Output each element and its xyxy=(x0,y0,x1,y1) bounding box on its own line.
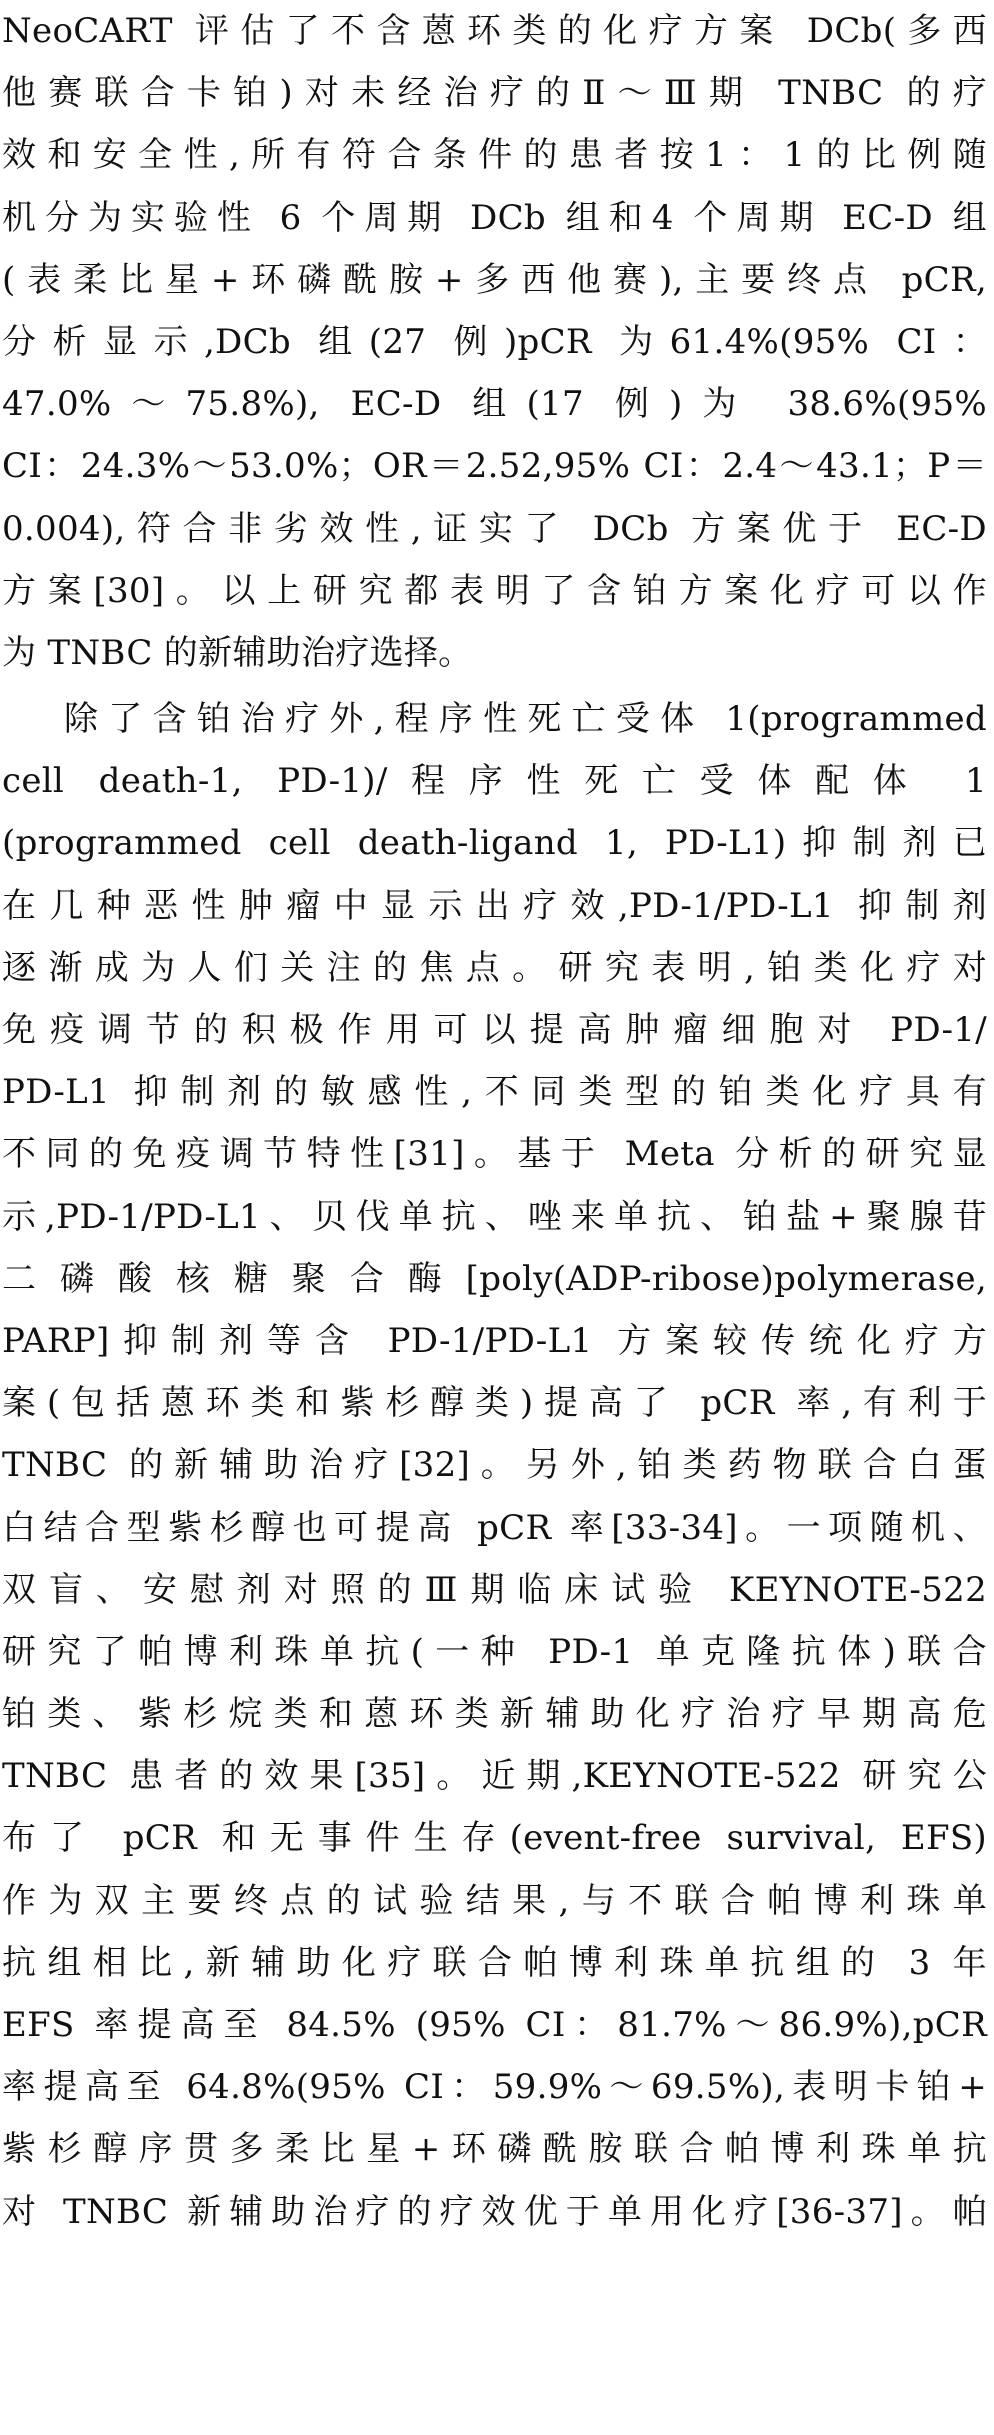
text-line: 示,PD-1/PD-L1、贝伐单抗、唑来单抗、铂盐+聚腺苷 xyxy=(2,1196,987,1237)
text-line: 效和安全性,所有符合条件的患者按1：1的比例随 xyxy=(2,135,987,176)
paragraph-neocart xyxy=(2,0,987,684)
text-line: 逐渐成为人们关注的焦点。研究表明,铂类化疗对 xyxy=(2,947,987,988)
text-line: 为 TNBC 的新辅助治疗选择。 xyxy=(2,632,473,673)
text-line: (表柔比星+环磷酰胺+多西他赛),主要终点 pCR, xyxy=(2,259,987,300)
body-text xyxy=(2,0,987,2243)
paragraph-pd1 xyxy=(2,688,987,2243)
text-line: 在几种恶性肿瘤中显示出疗效,PD-1/PD-L1 抑制剂 xyxy=(2,885,987,926)
text-line: EFS 率提高至 84.5% (95% CI：81.7%～86.9%),pCR xyxy=(2,2005,987,2045)
text-line: 方案[30]。以上研究都表明了含铂方案化疗可以作 xyxy=(2,570,987,611)
text-line: 对 TNBC 新辅助治疗的疗效优于单用化疗[36-37]。帕 xyxy=(2,2191,987,2232)
text-line: 案(包括蒽环类和紫杉醇类)提高了 pCR 率,有利于 xyxy=(2,1383,987,1424)
text-line: 47.0%～75.8%), EC-D 组(17 例)为 38.6%(95% xyxy=(2,384,987,425)
text-line: 0.004),符合非劣效性,证实了 DCb 方案优于 EC-D xyxy=(2,508,987,549)
text-line: NeoCART 评估了不含蒽环类的化疗方案 DCb(多西 xyxy=(2,11,987,51)
text-line: 紫杉醇序贯多柔比星+环磷酰胺联合帕博利珠单抗 xyxy=(2,2129,987,2170)
text-line: 不同的免疫调节特性[31]。基于 Meta 分析的研究显 xyxy=(2,1134,987,1175)
text-line: 抗组相比,新辅助化疗联合帕博利珠单抗组的 3 年 xyxy=(2,1942,987,1983)
text-line: 免疫调节的积极作用可以提高肿瘤细胞对 PD-1/ xyxy=(2,1010,987,1050)
text-line: TNBC 患者的效果[35]。近期,KEYNOTE-522 研究公 xyxy=(2,1756,987,1797)
text-line: 白结合型紫杉醇也可提高 pCR 率[33-34]。一项随机、 xyxy=(2,1507,987,1548)
text-line: TNBC 的新辅助治疗[32]。另外,铂类药物联合白蛋 xyxy=(2,1445,987,1486)
text-line: 铂类、紫杉烷类和蒽环类新辅助化疗治疗早期高危 xyxy=(2,1694,987,1735)
text-line: 布了 pCR 和无事件生存(event-free survival, EFS) xyxy=(2,1818,987,1859)
text-line: PARP]抑制剂等含 PD-1/PD-L1 方案较传统化疗方 xyxy=(2,1320,987,1361)
text-line: 机分为实验性 6 个周期 DCb 组和4 个周期 EC-D 组 xyxy=(2,197,987,238)
text-line: cell death-1, PD-1)/程序性死亡受体配体 1 xyxy=(2,761,987,802)
text-line: 率提高至 64.8%(95% CI：59.9%～69.5%),表明卡铂+ xyxy=(2,2067,987,2108)
text-line: CI：24.3%～53.0%；OR＝2.52,95% CI：2.4～43.1；P＝ xyxy=(2,446,987,487)
text-line: (programmed cell death-ligand 1, PD-L1)抑制剂已 xyxy=(2,823,987,864)
text-line: 双盲、安慰剂对照的Ⅲ期临床试验 KEYNOTE-522 xyxy=(2,1569,987,1610)
text-line: 作为双主要终点的试验结果,与不联合帕博利珠单 xyxy=(2,1880,987,1921)
text-line: PD-L1 抑制剂的敏感性,不同类型的铂类化疗具有 xyxy=(2,1072,987,1113)
text-line: 除了含铂治疗外,程序性死亡受体 1(programmed xyxy=(64,699,987,740)
text-line: 研究了帕博利珠单抗(一种 PD-1 单克隆抗体)联合 xyxy=(2,1631,987,1672)
text-line: 二磷酸核糖聚合酶[poly(ADP-ribose)polymerase, xyxy=(2,1258,987,1299)
text-line: 他赛联合卡铂)对未经治疗的Ⅱ～Ⅲ期 TNBC 的疗 xyxy=(2,73,987,114)
text-line: 分析显示,DCb 组(27 例)pCR 为61.4%(95% CI： xyxy=(2,321,987,362)
